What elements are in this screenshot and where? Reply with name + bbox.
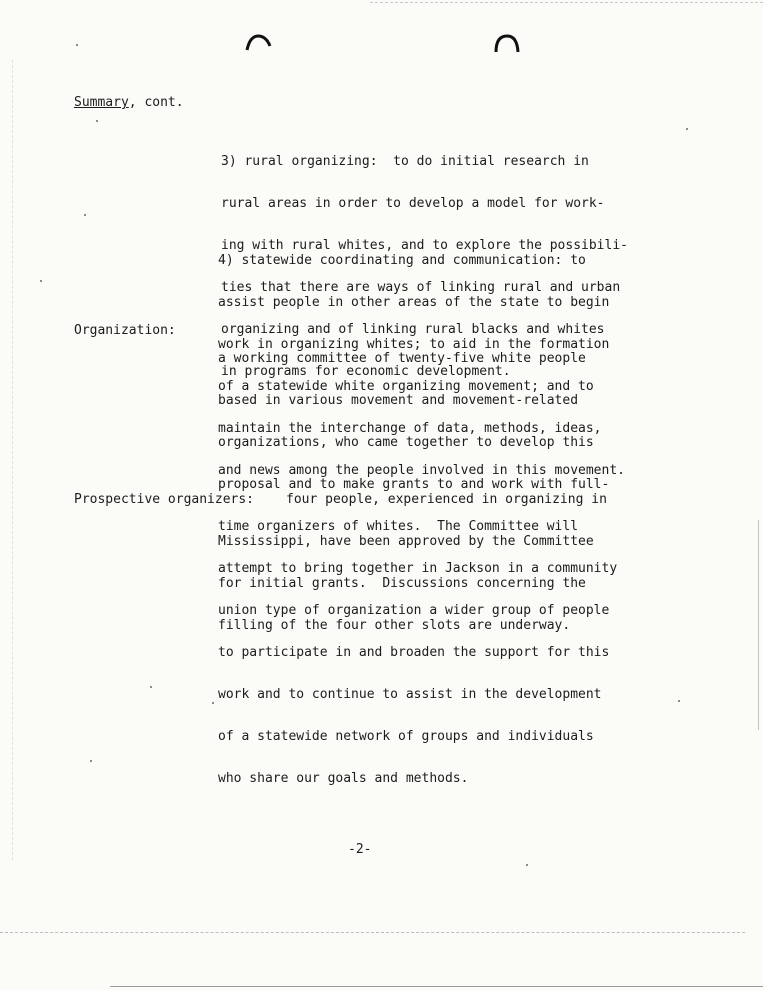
- summary-continued: , cont.: [128, 95, 184, 110]
- prospective-organizers-first-line: four people, experienced in organizing in: [286, 492, 607, 507]
- scan-speck: [90, 760, 92, 762]
- scan-speck: [526, 864, 528, 866]
- organization-line: who share our goals and methods.: [218, 771, 469, 786]
- prospective-line: for initial grants. Discussions concerning the: [218, 576, 586, 591]
- item-3-line: 3) rural organizing: to do initial research in: [221, 154, 589, 169]
- summary-label: Summary: [74, 95, 129, 110]
- item-3-line: in programs for economic development.: [221, 364, 511, 379]
- scan-speck: [40, 280, 42, 282]
- prospective-line: Mississippi, have been approved by the Committee: [218, 534, 594, 549]
- item-4-line: maintain the interchange of data, methods, ideas,: [218, 421, 602, 436]
- item-3-line: organizing and of linking rural blacks and whites: [221, 322, 605, 337]
- page-number: -2-: [348, 842, 372, 857]
- scan-speck: [150, 686, 152, 688]
- prospective-line: filling of the four other slots are underway.: [218, 618, 571, 633]
- organization-line: work and to continue to assist in the development: [218, 687, 602, 702]
- organization-line: proposal and to make grants to and work with full-: [218, 477, 610, 492]
- scan-speck: [678, 700, 680, 702]
- prospective-organizers-description: [218, 507, 594, 661]
- scan-edge-bottom-line: [110, 986, 763, 987]
- punch-hole-mark-right: [492, 32, 522, 56]
- summary-heading: [74, 96, 184, 110]
- item-4-line: assist people in other areas of the state to begin: [218, 295, 610, 310]
- item-3-line: ties that there are ways of linking rural and urban: [221, 280, 621, 295]
- item-4-line: work in organizing whites; to aid in the formation: [218, 337, 610, 352]
- scan-speck: [212, 702, 214, 704]
- organization-line: time organizers of whites. The Committee will: [218, 519, 579, 534]
- scan-speck: [686, 128, 688, 130]
- organization-line: of a statewide network of groups and individuals: [218, 729, 594, 744]
- scan-edge-left: [12, 60, 13, 860]
- scan-edge-top: [370, 2, 763, 3]
- item-4-line: and news among the people involved in this movement.: [218, 463, 625, 478]
- scan-speck: [84, 214, 86, 216]
- item-4-line: 4) statewide coordinating and communication: to: [218, 253, 586, 268]
- organization-line: organizations, who came together to develop this: [218, 435, 594, 450]
- organization-label: Organization:: [74, 323, 176, 338]
- organization-line: to participate in and broaden the support for this: [218, 645, 610, 660]
- organization-line: based in various movement and movement-related: [218, 393, 579, 408]
- item-4-line: of a statewide white organizing movement; and to: [218, 379, 594, 394]
- item-3-line: ing with rural whites, and to explore the possibili-: [221, 238, 628, 253]
- organization-line: a working committee of twenty-five white people: [218, 351, 586, 366]
- punch-hole-mark-left: [244, 32, 274, 54]
- organization-line: union type of organization a wider group of people: [218, 603, 610, 618]
- scan-speck: [76, 44, 78, 46]
- scan-edge-right: [758, 520, 759, 730]
- prospective-organizers-label: Prospective organizers:: [74, 492, 255, 507]
- scan-speck: [96, 120, 98, 122]
- scan-edge-bottom: [0, 932, 745, 933]
- item-3-line: rural areas in order to develop a model for work-: [221, 196, 605, 211]
- organization-line: attempt to bring together in Jackson in a community: [218, 561, 618, 576]
